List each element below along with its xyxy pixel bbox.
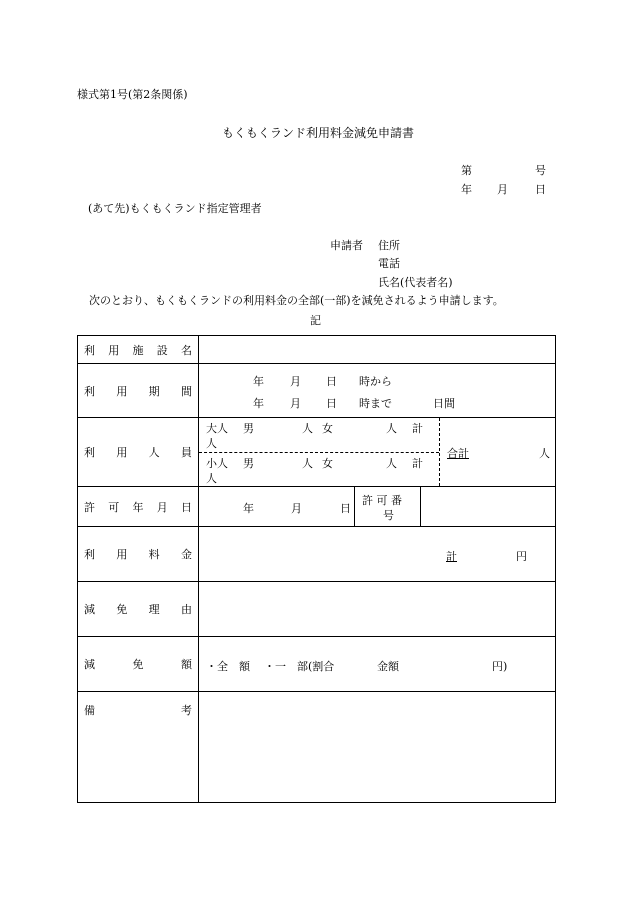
period-from-day: 日 [326,375,337,388]
period-days: 日間 [433,397,455,410]
child-subtotal-unit: 人 [206,472,217,485]
child-prefix: 小人 [206,457,228,470]
applicant-name: 氏名(代表者名) [378,276,453,289]
ki-mark: 記 [310,314,321,327]
child-female: 女 [322,457,333,470]
child-female-unit: 人 [386,457,397,470]
adult-subtotal: 計 [412,422,423,435]
persons-total: 合計 人 [447,447,550,460]
amount-kingaku: 金額 [377,660,399,673]
period-to-year: 年 [253,397,264,410]
doc-number-dai: 第 [461,164,472,177]
label-period: 利 用 期 間 [78,364,199,417]
adult-male: 男 [243,422,254,435]
persons-total-divider [439,418,440,486]
permit-month: 月 [291,502,302,515]
applicant-phone: 電話 [378,257,400,270]
permit-number-label-go: 号 [383,509,394,522]
adult-subtotal-unit: 人 [206,437,217,450]
permit-day: 日 [340,502,351,515]
permit-divider-1 [354,487,355,526]
row-fee [78,527,555,582]
adult-prefix: 大人 [206,422,228,435]
period-from-suffix: 時から [359,375,392,388]
label-facility: 利 用 施 設 名 [78,336,199,363]
row-remarks [78,692,555,803]
persons-divider [199,452,439,453]
row-reason [78,582,555,637]
adult-female: 女 [322,422,333,435]
period-to-month: 月 [290,397,301,410]
statement: 次のとおり、もくもくランドの利用料金の全部(一部)を減免されるよう申請します。 [89,294,504,307]
amount-full: ・全 額 [206,660,250,673]
label-permit-date: 許 可 年 月 日 [78,487,199,526]
row-period [78,364,555,418]
doc-number-go: 号 [535,164,546,177]
permit-divider-2 [420,487,421,526]
date-year: 年 [461,183,472,196]
applicant-address: 住所 [378,239,400,252]
period-from-month: 月 [290,375,301,388]
permit-number-label: 許 可 番 [362,494,402,507]
form-number: 様式第1号(第2条関係) [77,88,188,101]
child-male: 男 [243,457,254,470]
amount-yen: 円) [492,660,508,673]
adult-female-unit: 人 [386,422,397,435]
fee-total: 計 円 [446,550,527,563]
child-subtotal: 計 [412,457,423,470]
amount-partial: ・一 部(割合 [264,660,335,673]
label-remarks: 備 考 [78,692,199,803]
row-persons [78,418,555,487]
period-from-year: 年 [253,375,264,388]
adult-male-unit: 人 [302,422,313,435]
application-table [77,335,556,803]
permit-year: 年 [243,502,254,515]
row-amount [78,637,555,692]
row-facility [78,336,555,364]
date-day: 日 [535,183,546,196]
label-fee: 利 用 料 金 [78,527,199,581]
period-to-suffix: 時まで [359,397,392,410]
document-title: もくもくランド利用料金減免申請書 [222,126,415,140]
addressee: (あて先)もくもくランド指定管理者 [88,202,262,215]
row-permit-date [78,487,555,527]
label-reason: 減 免 理 由 [78,582,199,636]
period-to-day: 日 [326,397,337,410]
date-month: 月 [497,183,508,196]
label-persons: 利 用 人 員 [78,418,199,486]
applicant-label: 申請者 [330,239,363,252]
label-amount: 減 免 額 [78,637,199,691]
child-male-unit: 人 [302,457,313,470]
